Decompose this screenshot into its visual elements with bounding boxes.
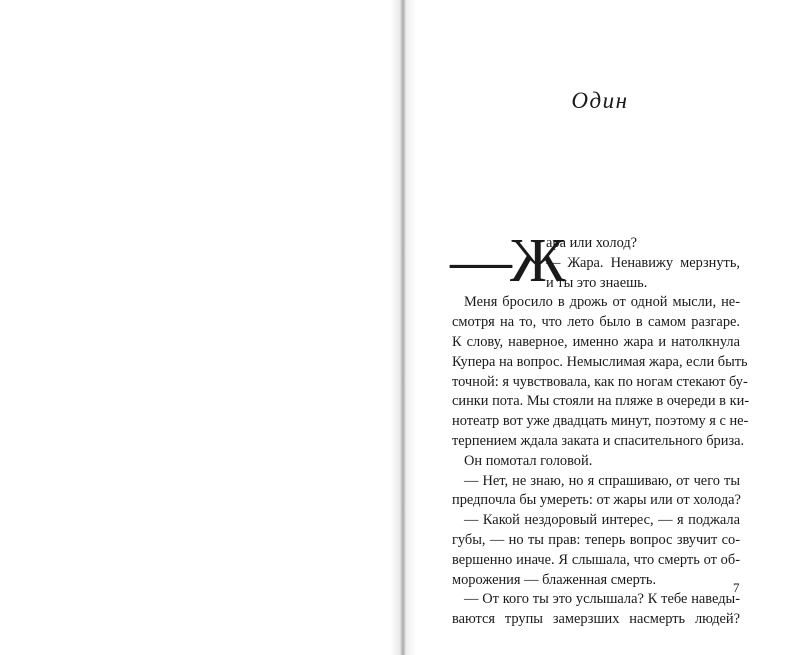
text-line: нотеатр вот уже двадцать минут, поэтому я с не- — [452, 413, 749, 430]
text-line: и ты это знаешь. — [546, 274, 648, 291]
text-line: — Нет, не знаю, но я спрашиваю, от чего ты — [464, 472, 740, 489]
text-line: Купера на вопрос. Немыслимая жара, если быть — [452, 353, 748, 370]
text-line: синки пота. Мы стояли на пляже в очереди в ки- — [452, 393, 750, 410]
text-line: — Жара. Ненавижу мерзнуть, — [546, 254, 740, 271]
text-line: смотря на то, что лето было в самом разгаре. — [452, 314, 740, 331]
text-line: ваются трупы замерзших насмерть людей? — [452, 611, 740, 628]
drop-cap: —Ж — [450, 227, 564, 295]
text-line: Меня бросило в дрожь от одной мысли, не- — [464, 294, 740, 311]
text-line: Он помотал головой. — [464, 452, 593, 469]
text-line: губы, — но ты прав: теперь вопрос звучит со- — [452, 531, 740, 548]
page-number: 7 — [733, 580, 740, 595]
text-line: — Какой нездоровый интерес, — я поджала — [464, 512, 740, 529]
opening-paragraph — [450, 227, 740, 295]
right-page — [404, 0, 812, 655]
text-line: терпением ждала заката и спасительного бриза. — [452, 432, 745, 449]
text-line: предпочла бы умереть: от жары или от холода? — [452, 492, 741, 509]
text-line: вершенно иначе. Я слышала, что смерть от об- — [452, 551, 740, 568]
text-line: морожения — блаженная смерть. — [452, 571, 657, 588]
chapter-title: Один — [571, 88, 629, 113]
text-line: К слову, наверное, именно жара и натолкнула — [452, 333, 740, 350]
left-page-blank — [0, 0, 398, 655]
text-line: ара или холод? — [546, 235, 638, 251]
text-line: — От кого ты это услышала? К тебе наведы- — [464, 591, 740, 608]
chapter-body — [450, 227, 750, 630]
text-line: точной: я чувствовала, как по ногам стекают бу- — [452, 373, 748, 390]
opening-lines — [546, 234, 740, 293]
